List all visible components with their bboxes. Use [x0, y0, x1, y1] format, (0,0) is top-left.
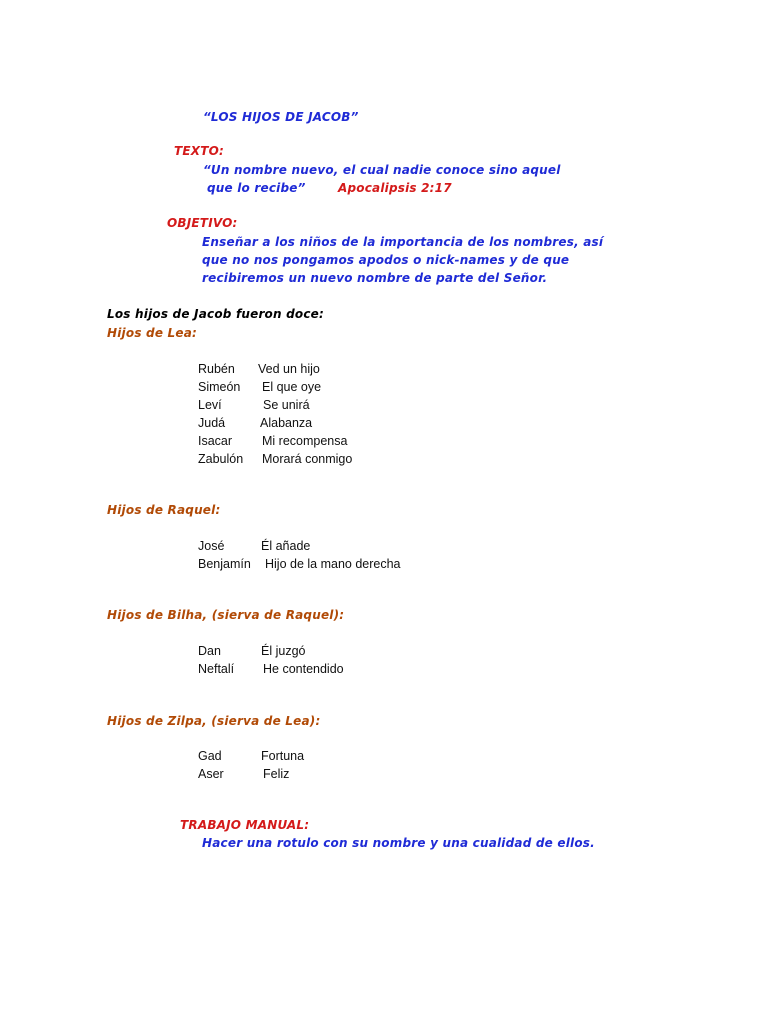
son-name: Aser: [198, 767, 224, 781]
son-name: Leví: [198, 398, 222, 412]
son-name: Judá: [198, 416, 226, 430]
son-meaning: Feliz: [263, 767, 290, 781]
group-heading-zilpa: Hijos de Zilpa, (sierva de Lea):: [107, 714, 321, 728]
son-meaning: He contendido: [263, 662, 344, 676]
objetivo-heading: OBJETIVO:: [167, 216, 238, 230]
son-meaning: Alabanza: [260, 416, 313, 430]
group-heading-bilha: Hijos de Bilha, (sierva de Raquel):: [107, 608, 345, 622]
son-name: José: [198, 539, 225, 553]
son-name: Gad: [198, 749, 222, 763]
objetivo-line-1: Enseñar a los niños de la importancia de los nombres, así: [202, 235, 604, 249]
trabajo-line: Hacer una rotulo con su nombre y una cualidad de ellos.: [202, 836, 595, 850]
son-name: Simeón: [198, 380, 241, 394]
son-meaning: Él juzgó: [261, 644, 306, 658]
son-name: Zabulón: [198, 452, 244, 466]
son-meaning: Hijo de la mano derecha: [265, 557, 401, 571]
objetivo-line-3: recibiremos un nuevo nombre de parte del Señor.: [202, 271, 548, 285]
son-name: Neftalí: [198, 662, 235, 676]
texto-heading: TEXTO:: [174, 144, 225, 158]
son-name: Isacar: [198, 434, 233, 448]
group-heading-lea: Hijos de Lea:: [107, 326, 198, 340]
son-meaning: Morará conmigo: [262, 452, 353, 466]
son-meaning: Fortuna: [261, 749, 305, 763]
son-name: Rubén: [198, 362, 235, 376]
objetivo-line-2: que no nos pongamos apodos o nick-names y de que: [202, 253, 570, 267]
son-meaning: Mi recompensa: [262, 434, 348, 448]
son-meaning: Ved un hijo: [258, 362, 320, 376]
son-meaning: Se unirá: [263, 398, 310, 412]
page-title: “LOS HIJOS DE JACOB”: [203, 110, 359, 124]
son-name: Benjamín: [198, 557, 251, 571]
texto-line-2: que lo recibe”: [207, 181, 306, 195]
group-heading-raquel: Hijos de Raquel:: [107, 503, 221, 517]
texto-reference: Apocalipsis 2:17: [338, 181, 452, 195]
son-meaning: El que oye: [262, 380, 322, 394]
intro-line: Los hijos de Jacob fueron doce:: [107, 307, 325, 321]
trabajo-heading: TRABAJO MANUAL:: [180, 818, 310, 832]
son-meaning: Él añade: [261, 539, 311, 553]
texto-line-1: “Un nombre nuevo, el cual nadie conoce sino aquel: [203, 163, 561, 177]
son-name: Dan: [198, 644, 221, 658]
